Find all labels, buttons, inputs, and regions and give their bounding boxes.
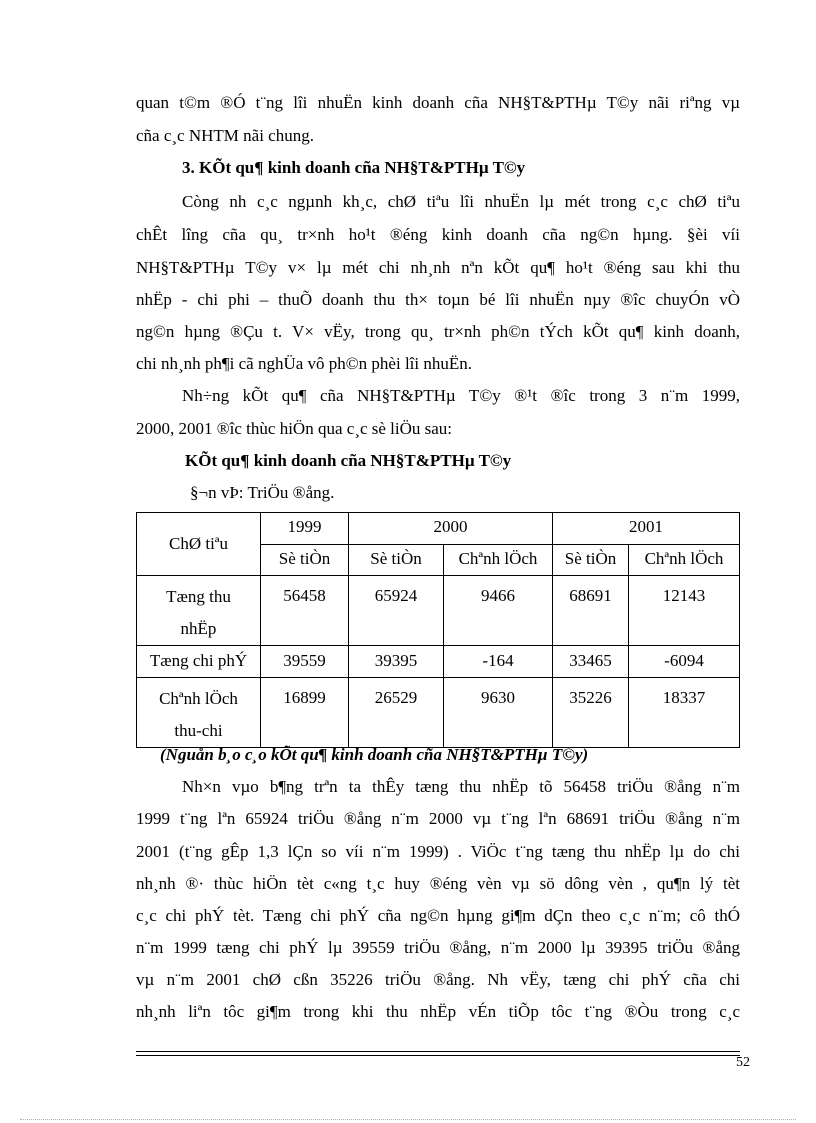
cell-value: 16899: [261, 678, 349, 748]
paragraph-line: nhËp - chi phi – thuÕ doanh thu th× toµn bé lîi nhuËn nµy ®îc chuyÓn vÒ: [136, 290, 740, 309]
table-header-row: [137, 513, 740, 545]
cell-value: 56458: [261, 576, 349, 646]
paragraph-line: Nh÷ng kÕt qu¶ cña NH§T&PTHµ T©y ®¹t ®îc trong 3 n¨m 1999,: [182, 386, 740, 405]
table-row: [137, 646, 740, 678]
paragraph-line: c¸c chi phÝ tèt. Tæng chi phÝ cña ng©n hµng gi¶m dÇn theo c¸c n¨m; cô thÓ: [136, 906, 740, 925]
paragraph-line: 1999 t¨ng lªn 65924 triÖu ®ång n¨m 2000 vµ t¨ng lªn 68691 triÖu ®ång n¨m: [136, 809, 740, 828]
paragraph-line: vµ n¨m 2001 chØ cßn 35226 triÖu ®ång. Nh vËy, tæng chi phÝ cña chi: [136, 970, 740, 989]
page-number: 52: [736, 1055, 750, 1070]
cell-value: 68691: [553, 576, 629, 646]
cell-value: -164: [444, 646, 553, 678]
cell-value: 39559: [261, 646, 349, 678]
paragraph-line: cña c¸c NHTM nãi chung.: [136, 126, 314, 145]
cell-value: -6094: [629, 646, 740, 678]
paragraph-line: Còng nh c¸c ngµnh kh¸c, chØ tiªu lîi nhuËn lµ mét trong c¸c chØ tiªu: [182, 192, 740, 211]
subheader-amount: Sè tiÒn: [349, 545, 444, 576]
footer-rule: [136, 1055, 740, 1056]
row-label: [137, 576, 261, 646]
paragraph-line: nh¸nh ®· thùc hiÖn tèt c«ng t¸c huy ®éng vèn vµ sö dông vèn , qu¶n lý tèt: [136, 874, 740, 893]
row-label-line: Tæng chi phÝ: [149, 651, 248, 670]
row-label-line: Tæng thu: [166, 587, 231, 606]
header-year-2000: 2000: [349, 513, 553, 545]
paragraph-line: ng©n hµng ®Çu t. V× vËy, trong qu¸ tr×nh ph©n tÝch kÕt qu¶ kinh doanh,: [136, 322, 740, 341]
cell-value: 18337: [629, 678, 740, 748]
paragraph-line: NH§T&PTHµ T©y v× lµ mét chi nh¸nh nªn kÕt qu¶ ho¹t ®éng sau khi thu: [136, 258, 740, 277]
page-edge-divider: [20, 1119, 796, 1120]
table-title: KÕt qu¶ kinh doanh cña NH§T&PTHµ T©y: [185, 451, 512, 470]
subheader-amount: Sè tiÒn: [553, 545, 629, 576]
table-row: [137, 576, 740, 646]
section-heading: 3. KÕt qu¶ kinh doanh cña NH§T&PTHµ T©y: [182, 158, 526, 177]
subheader-amount: Sè tiÒn: [261, 545, 349, 576]
paragraph-line: chi nh¸nh ph¶i cã nghÜa vô ph©n phèi lîi nhuËn.: [136, 354, 473, 373]
header-indicator: ChØ tiªu: [137, 513, 261, 576]
row-label-line: Chªnh lÖch: [159, 689, 238, 708]
table-row: [137, 678, 740, 748]
row-label: [137, 678, 261, 748]
cell-value: 26529: [349, 678, 444, 748]
footer-rule: [136, 1051, 740, 1052]
cell-value: 39395: [349, 646, 444, 678]
results-table: [136, 512, 740, 748]
header-year-2001: 2001: [553, 513, 740, 545]
header-year-1999: 1999: [261, 513, 349, 545]
paragraph-line: nh¸nh liªn tôc gi¶m trong khi thu nhËp vÉn tiÕp tôc t¨ng ®Òu trong c¸c: [136, 1002, 740, 1021]
paragraph-line: quan t©m ®Ó t¨ng lîi nhuËn kinh doanh cña NH§T&PTHµ T©y nãi riªng vµ: [136, 93, 740, 112]
subheader-diff: Chªnh lÖch: [629, 545, 740, 576]
paragraph-line: chÊt lîng cña qu¸ tr×nh ho¹t ®éng kinh doanh cña ng©n hµng. §èi víi: [136, 225, 740, 244]
cell-value: 35226: [553, 678, 629, 748]
table-source: (Nguån b¸o c¸o kÕt qu¶ kinh doanh cña NH§T&PTHµ T©y): [160, 745, 589, 764]
cell-value: 9466: [444, 576, 553, 646]
paragraph-line: n¨m 1999 tæng chi phÝ lµ 39559 triÖu ®ång, n¨m 2000 lµ 39395 triÖu ®ång: [136, 938, 740, 957]
paragraph-line: Nh×n vµo b¶ng trªn ta thÊy tæng thu nhËp tõ 56458 triÖu ®ång n¨m: [182, 777, 740, 796]
cell-value: 65924: [349, 576, 444, 646]
paragraph-line: 2001 (t¨ng gÊp 1,3 lÇn so víi n¨m 1999) . ViÖc t¨ng tæng thu nhËp lµ do chi: [136, 842, 740, 861]
cell-value: 12143: [629, 576, 740, 646]
table-unit: §¬n vÞ: TriÖu ®ång.: [190, 483, 335, 502]
paragraph-line: 2000, 2001 ®îc thùc hiÖn qua c¸c sè liÖu sau:: [136, 419, 453, 438]
row-label-line: nhËp: [180, 619, 217, 638]
row-label-line: thu-chi: [174, 721, 223, 740]
subheader-diff: Chªnh lÖch: [444, 545, 553, 576]
cell-value: 33465: [553, 646, 629, 678]
row-label: [137, 646, 261, 678]
cell-value: 9630: [444, 678, 553, 748]
